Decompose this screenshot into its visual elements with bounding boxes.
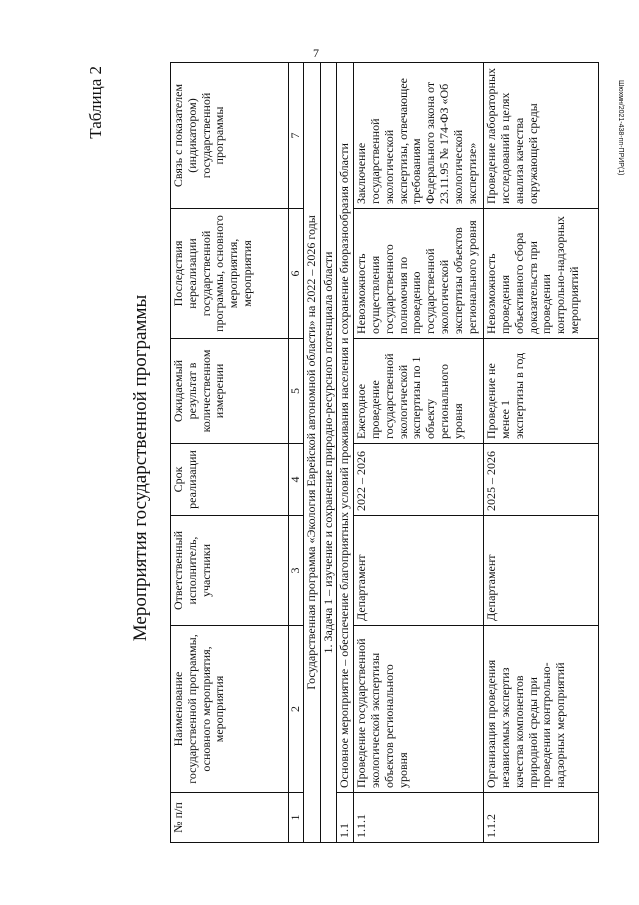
column-number: 4 <box>289 444 304 516</box>
column-number: 7 <box>289 63 304 209</box>
row-executor: Департамент <box>354 516 484 626</box>
row-indicator: Проведение лабораторных исследований в целях анализа качества окружающей среды <box>484 63 599 209</box>
row-consequences: Невозможность проведения объективного сбора доказательств при проведении контрольно-надзорных мероприятий <box>484 209 599 339</box>
row-result: Проведение не менее 1 экспертизы в год <box>484 339 599 444</box>
task-row <box>320 63 337 843</box>
row-indicator: Заключение государственной экологической экспертизы, отвечающее требованиям Федерального закона от 23.11.95 № 174-ФЗ «Об экологической экспертизе» <box>354 63 484 209</box>
header-num: № п/п <box>171 793 289 843</box>
column-number: 6 <box>289 209 304 339</box>
events-table <box>170 62 599 843</box>
table-header-row <box>171 63 289 843</box>
program-title: Государственная программа «Экология Еврейской автономной области» на 2022 – 2026 годы <box>303 63 320 843</box>
main-event-text: Основное мероприятие – обеспечение благоприятных условий проживания населения и сохранение биоразнообразия области <box>337 63 354 793</box>
program-row <box>303 63 320 843</box>
row-num: 1.1.2 <box>484 793 599 843</box>
main-event-row <box>337 63 354 843</box>
column-number: 3 <box>289 516 304 626</box>
table-caption: Таблица 2 <box>86 66 105 139</box>
rotated-page-content <box>80 58 605 878</box>
main-event-num: 1.1 <box>337 793 354 843</box>
row-executor: Департамент <box>484 516 599 626</box>
row-term: 2022 – 2026 <box>354 444 484 516</box>
header-executor: Ответственный исполнитель, участники <box>171 516 289 626</box>
header-term: Срок реализации <box>171 444 289 516</box>
row-name: Организация проведения независимых экспертиз качества компонентов природной среды при проведении контрольно-надзорных мероприятий <box>484 626 599 793</box>
table-row <box>354 63 484 843</box>
task-title: 1. Задача 1 – изучение и сохранение природно-ресурсного потенциала области <box>320 63 337 843</box>
row-num: 1.1.1 <box>354 793 484 843</box>
document-code: Шюхмн/2021-438-пп-ПРИР(1) <box>617 80 624 176</box>
document-title: Мероприятия государственной программы <box>130 294 151 642</box>
column-number: 2 <box>289 626 304 793</box>
row-name: Проведение государственной экологической экспертизы объектов регионального уровня <box>354 626 484 793</box>
header-indicator: Связь с показателем (индикатором) государственной программы <box>171 63 289 209</box>
header-result: Ожидаемый результат в количественном измерении <box>171 339 289 444</box>
table-row <box>484 63 599 843</box>
column-number-row <box>289 63 304 843</box>
header-consequences: Последствия нереализации государственной программы, основного мероприятия, мероприятия <box>171 209 289 339</box>
row-term: 2025 – 2026 <box>484 444 599 516</box>
header-name: Наименование государственной программы, основного мероприятия, мероприятия <box>171 626 289 793</box>
row-consequences: Невозможность осуществления государственного полномочия по проведению государственной экологической экспертизы объектов регионального уровня <box>354 209 484 339</box>
column-number: 5 <box>289 339 304 444</box>
page-number: 7 <box>313 46 319 60</box>
row-result: Ежегодное проведение государственной экологической экспертизы по 1 объекту регионального уровня <box>354 339 484 444</box>
column-number: 1 <box>289 793 304 843</box>
